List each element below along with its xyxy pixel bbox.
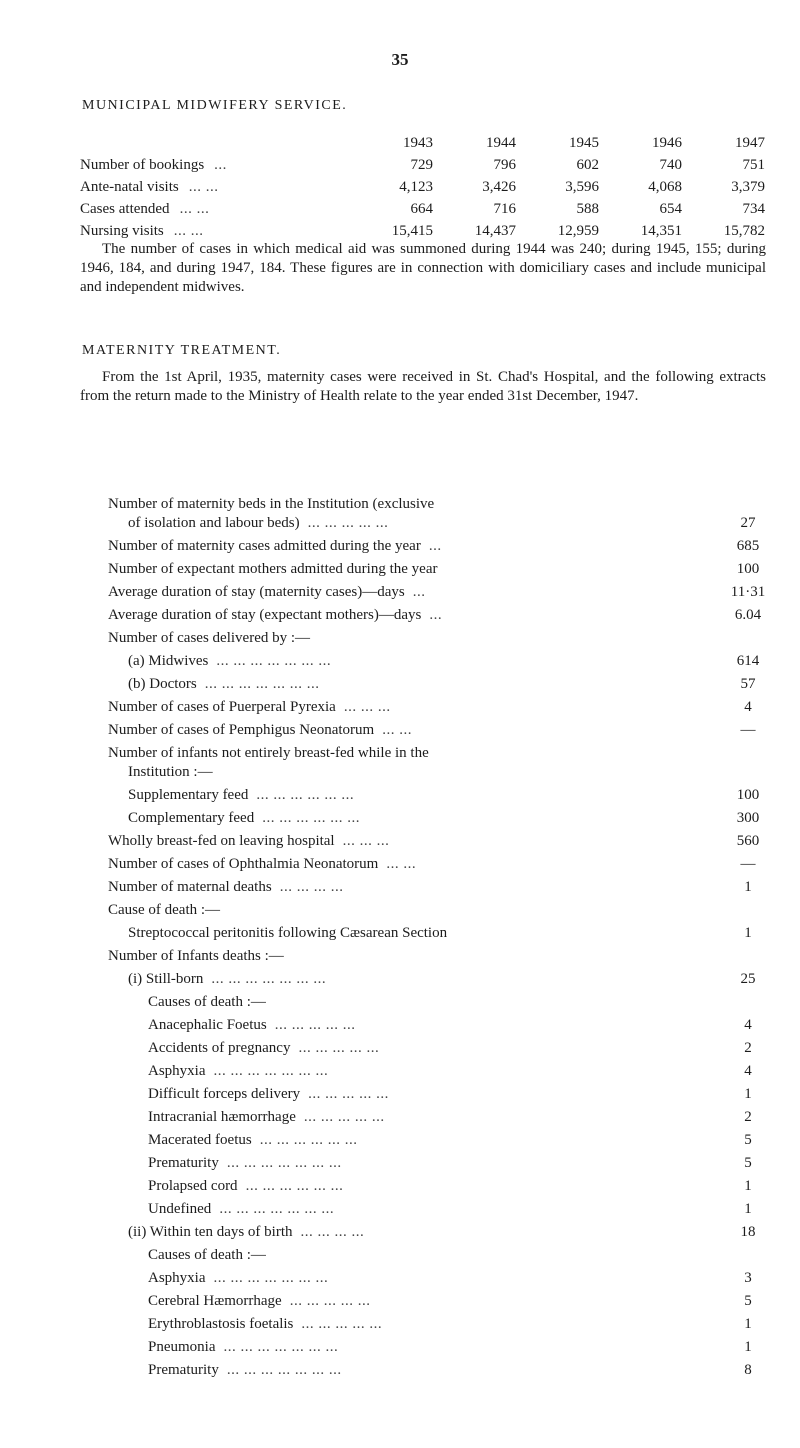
maternity-item-label: (b) Doctors	[128, 676, 197, 692]
maternity-heading: MATERNITY TREATMENT.	[82, 343, 282, 358]
maternity-item-value	[728, 763, 768, 782]
dot-leader: ... ... ... ... ... ...	[262, 810, 360, 826]
stats-row-label	[80, 154, 350, 176]
maternity-item-value: 2	[744, 1109, 752, 1125]
maternity-item-label: (ii) Within ten days of birth	[128, 1224, 293, 1240]
maternity-item-value: 5	[744, 1132, 752, 1148]
stats-value: 751	[742, 157, 765, 173]
stats-header-spacer	[80, 132, 350, 154]
stats-value: 15,415	[391, 223, 433, 239]
maternity-item-continuation-text: Institution :—	[128, 764, 213, 780]
maternity-item-text	[148, 993, 728, 1012]
dot-leader: ... ... ... ... ... ...	[259, 1132, 358, 1148]
stats-value: 796	[493, 157, 516, 173]
maternity-item-label: Complementary feed	[128, 810, 255, 826]
maternity-item-value: 27	[740, 515, 756, 531]
maternity-item-text	[108, 606, 728, 625]
stats-value: 588	[576, 201, 599, 217]
maternity-item-value: 1	[744, 1339, 752, 1355]
maternity-list-item	[108, 924, 768, 943]
dot-leader: ... ... ... ... ... ...	[256, 787, 355, 803]
stats-value: 734	[742, 201, 765, 217]
maternity-item-text	[108, 583, 728, 602]
year-header: 1945	[569, 135, 599, 151]
maternity-item-label: Accidents of pregnancy	[148, 1040, 291, 1056]
medical-aid-note	[80, 240, 766, 297]
maternity-item-label: Prematurity	[148, 1362, 219, 1378]
maternity-item-label: Pneumonia	[148, 1339, 216, 1355]
dot-leader: ... ... ... ...	[279, 879, 344, 895]
maternity-item-value: —	[740, 856, 756, 872]
maternity-list-item	[108, 832, 768, 851]
maternity-list-item	[108, 1269, 768, 1288]
maternity-list-item	[108, 947, 768, 966]
stats-value: 664	[410, 201, 433, 217]
year-header: 1946	[652, 135, 682, 151]
maternity-list-item	[108, 1039, 768, 1058]
dot-leader: ...	[412, 584, 426, 600]
maternity-item-text	[148, 1269, 728, 1288]
maternity-item-label: Causes of death :—	[148, 994, 266, 1010]
maternity-list-item	[108, 629, 768, 648]
maternity-item-value: 11·31	[730, 584, 766, 600]
stats-row-label-text: Nursing visits	[80, 223, 164, 239]
maternity-item-label: Causes of death :—	[148, 1247, 266, 1263]
maternity-list-item	[108, 1062, 768, 1081]
maternity-item-value: 1	[744, 879, 752, 895]
maternity-item-text	[108, 698, 728, 717]
midwifery-stats-table	[80, 132, 765, 242]
maternity-item-text	[108, 560, 728, 579]
maternity-list-item	[108, 698, 768, 717]
maternity-item-text	[128, 1223, 728, 1242]
maternity-item-text	[108, 947, 728, 966]
maternity-item-value: 6.04	[734, 607, 762, 623]
maternity-item-label: Prolapsed cord	[148, 1178, 238, 1194]
maternity-list-item	[108, 606, 768, 625]
dot-leader: ... ... ... ... ... ... ...	[213, 1270, 329, 1286]
maternity-item-text	[108, 901, 728, 920]
maternity-item-value: 1	[744, 925, 752, 941]
maternity-list-item	[108, 786, 768, 805]
year-header: 1944	[486, 135, 516, 151]
maternity-item-text	[148, 1292, 728, 1311]
maternity-item-label: Streptococcal peritonitis following Cæsarean Section	[128, 925, 448, 941]
maternity-item-value: 4	[744, 1017, 752, 1033]
maternity-item-label: Supplementary feed	[128, 787, 249, 803]
dot-leader: ... ... ... ... ...	[307, 515, 389, 531]
stats-row-label-text: Cases attended	[80, 201, 170, 217]
maternity-item-value: 100	[736, 787, 760, 803]
maternity-list-item	[108, 1108, 768, 1127]
dot-leader: ... ... ... ...	[300, 1224, 365, 1240]
stats-value: 14,437	[474, 223, 516, 239]
maternity-item-text	[148, 1154, 728, 1173]
maternity-list	[108, 495, 768, 1384]
dot-leader: ... ...	[188, 179, 219, 195]
maternity-list-item	[108, 675, 768, 694]
dot-leader: ... ... ... ... ... ...	[245, 1178, 344, 1194]
maternity-item-text	[148, 1200, 728, 1219]
maternity-item-text	[128, 652, 728, 671]
maternity-item-label: Number of Infants deaths :—	[108, 948, 284, 964]
stats-value: 14,351	[640, 223, 682, 239]
maternity-item-value: 1	[744, 1201, 752, 1217]
maternity-item-text	[148, 1246, 728, 1265]
maternity-item-text	[148, 1085, 728, 1104]
maternity-item-text	[148, 1016, 728, 1035]
stats-value: 716	[493, 201, 516, 217]
maternity-item-value	[728, 629, 768, 648]
maternity-item-label: Number of infants not entirely breast-fed while in the	[108, 745, 429, 761]
stats-header-row	[80, 132, 765, 154]
maternity-item-label: Average duration of stay (expectant mothers)—days	[108, 607, 422, 623]
maternity-item-label: Asphyxia	[148, 1063, 206, 1079]
maternity-item-value: 614	[736, 653, 760, 669]
maternity-item-value: 3	[744, 1270, 752, 1286]
dot-leader: ... ... ... ... ...	[298, 1040, 380, 1056]
dot-leader: ... ... ... ... ...	[301, 1316, 383, 1332]
maternity-item-text	[128, 970, 728, 989]
maternity-item-label: Number of cases of Puerperal Pyrexia	[108, 699, 336, 715]
maternity-item-text	[108, 721, 728, 740]
maternity-item-label: Difficult forceps delivery	[148, 1086, 301, 1102]
maternity-list-item	[108, 652, 768, 671]
stats-value: 3,426	[482, 179, 516, 195]
stats-value: 3,379	[731, 179, 765, 195]
maternity-item-continuation	[128, 763, 728, 782]
dot-leader: ... ...	[386, 856, 417, 872]
maternity-item-text	[128, 675, 728, 694]
dot-leader: ... ... ...	[343, 699, 391, 715]
dot-leader: ... ...	[173, 223, 204, 239]
stats-value: 15,782	[723, 223, 765, 239]
maternity-item-label: (a) Midwives	[128, 653, 209, 669]
maternity-item-label: Cause of death :—	[108, 902, 221, 918]
stats-row-label	[80, 198, 350, 220]
dot-leader: ... ... ... ... ... ... ...	[219, 1201, 335, 1217]
maternity-item-text	[148, 1131, 728, 1150]
maternity-item-text	[108, 495, 728, 514]
maternity-list-item	[108, 1154, 768, 1173]
maternity-item-value: 300	[736, 810, 760, 826]
dot-leader: ... ... ... ... ... ... ...	[216, 653, 332, 669]
maternity-item-label: Asphyxia	[148, 1270, 206, 1286]
maternity-item-text	[148, 1062, 728, 1081]
maternity-list-item	[108, 970, 768, 989]
dot-leader: ... ... ... ... ... ... ...	[213, 1063, 329, 1079]
maternity-list-item	[108, 560, 768, 579]
dot-leader: ... ... ... ... ... ... ...	[226, 1362, 342, 1378]
maternity-list-item	[108, 809, 768, 828]
dot-leader: ... ... ... ... ...	[289, 1293, 371, 1309]
maternity-item-label: Average duration of stay (maternity cases)—days	[108, 584, 405, 600]
maternity-item-label: Macerated foetus	[148, 1132, 252, 1148]
maternity-item-value: 1	[744, 1086, 752, 1102]
maternity-item-label: Number of maternal deaths	[108, 879, 272, 895]
stats-row-label	[80, 176, 350, 198]
maternity-list-item	[108, 993, 768, 1012]
dot-leader: ... ... ...	[342, 833, 390, 849]
maternity-item-text	[148, 1338, 728, 1357]
maternity-item-label: Cerebral Hæmorrhage	[148, 1293, 282, 1309]
stats-value: 602	[576, 157, 599, 173]
maternity-item-text	[108, 832, 728, 851]
maternity-list-item	[108, 901, 768, 920]
year-header: 1947	[735, 135, 765, 151]
dot-leader: ... ... ... ... ...	[308, 1086, 389, 1102]
maternity-list-item	[108, 1085, 768, 1104]
stats-value: 4,123	[399, 179, 433, 195]
maternity-item-label: Number of cases delivered by :—	[108, 630, 311, 646]
maternity-item-value: 5	[744, 1293, 752, 1309]
dot-leader: ... ... ... ... ... ... ...	[223, 1339, 339, 1355]
maternity-item-text	[128, 924, 728, 943]
medical-aid-note-text: The number of cases in which medical aid was summoned during 1944 was 240; during 1945, 155; during 1946, 184, and during 1947, 184. These figures are in connection with domiciliary cases and include municipal and independent midwives.	[80, 241, 766, 295]
maternity-list-item	[108, 1315, 768, 1334]
maternity-list-item	[108, 1016, 768, 1035]
maternity-item-text	[148, 1315, 728, 1334]
stats-row	[80, 220, 765, 242]
maternity-item-value: 685	[736, 538, 760, 554]
stats-value: 12,959	[557, 223, 599, 239]
maternity-list-item	[108, 1177, 768, 1196]
maternity-list-item	[108, 495, 768, 533]
maternity-item-value: 18	[740, 1224, 756, 1240]
maternity-item-text	[148, 1039, 728, 1058]
maternity-item-text	[108, 537, 728, 556]
stats-value: 654	[659, 201, 682, 217]
maternity-list-item	[108, 1223, 768, 1242]
year-header: 1943	[403, 135, 433, 151]
maternity-item-label: Wholly breast-fed on leaving hospital	[108, 833, 335, 849]
maternity-item-label: Number of cases of Ophthalmia Neonatorum	[108, 856, 379, 872]
stats-row-label	[80, 220, 350, 242]
maternity-item-value	[728, 993, 768, 1012]
maternity-list-item	[108, 537, 768, 556]
maternity-list-item	[108, 744, 768, 782]
maternity-item-label: Intracranial hæmorrhage	[148, 1109, 296, 1125]
maternity-intro-text: From the 1st April, 1935, maternity cases were received in St. Chad's Hospital, and the following extracts from the return made to the Ministry of Health relate to the year ended 31st December, 1947.	[80, 369, 766, 404]
maternity-list-item	[108, 1361, 768, 1380]
stats-row	[80, 198, 765, 220]
stats-value: 4,068	[648, 179, 682, 195]
maternity-item-label: Number of maternity beds in the Institution (exclusive	[108, 496, 435, 512]
maternity-item-label: Erythroblastosis foetalis	[148, 1316, 294, 1332]
maternity-item-label: Anacephalic Foetus	[148, 1017, 267, 1033]
maternity-item-value: 25	[740, 971, 756, 987]
maternity-item-value	[728, 947, 768, 966]
maternity-list-item	[108, 583, 768, 602]
maternity-item-continuation	[128, 514, 728, 533]
maternity-item-text	[148, 1177, 728, 1196]
dot-leader: ... ...	[382, 722, 412, 738]
maternity-item-text	[128, 786, 728, 805]
maternity-item-value: —	[740, 722, 756, 738]
maternity-list-item	[108, 1338, 768, 1357]
maternity-item-value: 100	[736, 561, 760, 577]
dot-leader: ... ...	[179, 201, 210, 217]
maternity-item-label: Prematurity	[148, 1155, 219, 1171]
maternity-item-label: (i) Still-born	[128, 971, 204, 987]
dot-leader: ...	[428, 538, 442, 554]
maternity-list-item	[108, 1131, 768, 1150]
maternity-item-text	[148, 1108, 728, 1127]
stats-row-label-text: Ante-natal visits	[80, 179, 179, 195]
maternity-list-item	[108, 721, 768, 740]
maternity-list-item	[108, 855, 768, 874]
stats-value: 3,596	[565, 179, 599, 195]
maternity-item-value: 8	[744, 1362, 752, 1378]
maternity-item-value	[728, 901, 768, 920]
maternity-list-item	[108, 878, 768, 897]
midwifery-heading: MUNICIPAL MIDWIFERY SERVICE.	[82, 98, 348, 113]
maternity-item-label: Undefined	[148, 1201, 212, 1217]
stats-row	[80, 176, 765, 198]
maternity-list-item	[108, 1246, 768, 1265]
stats-value: 740	[659, 157, 682, 173]
maternity-item-value: 2	[744, 1040, 752, 1056]
maternity-item-value: 4	[744, 699, 752, 715]
maternity-item-value: 1	[744, 1316, 752, 1332]
maternity-list-item	[108, 1292, 768, 1311]
maternity-list-item	[108, 1200, 768, 1219]
dot-leader: ... ... ... ... ... ... ...	[204, 676, 320, 692]
dot-leader: ... ... ... ... ... ... ...	[226, 1155, 342, 1171]
dot-leader: ... ... ... ... ...	[303, 1109, 385, 1125]
maternity-item-value	[728, 1246, 768, 1265]
maternity-intro	[80, 368, 766, 406]
maternity-item-continuation-text: of isolation and labour beds)	[128, 515, 300, 531]
dot-leader: ... ... ... ... ... ... ...	[211, 971, 327, 987]
stats-row	[80, 154, 765, 176]
dot-leader: ... ... ... ... ...	[274, 1017, 356, 1033]
maternity-item-value: 560	[736, 833, 760, 849]
maternity-item-text	[128, 809, 728, 828]
maternity-item-text	[108, 744, 728, 763]
maternity-item-value: 1	[744, 1178, 752, 1194]
maternity-item-text	[108, 878, 728, 897]
page-number: 35	[391, 50, 409, 69]
maternity-item-value: 5	[744, 1155, 752, 1171]
maternity-item-value: 57	[740, 676, 756, 692]
dot-leader: ...	[214, 157, 227, 173]
maternity-item-label: Number of maternity cases admitted during the year	[108, 538, 421, 554]
dot-leader: ...	[429, 607, 443, 623]
maternity-item-value: 4	[744, 1063, 752, 1079]
maternity-item-text	[108, 629, 728, 648]
stats-value: 729	[410, 157, 433, 173]
maternity-item-text	[108, 855, 728, 874]
maternity-item-label: Number of cases of Pemphigus Neonatorum	[108, 722, 375, 738]
maternity-item-text	[148, 1361, 728, 1380]
stats-row-label-text: Number of bookings	[80, 157, 205, 173]
maternity-item-label: Number of expectant mothers admitted during the year	[108, 561, 438, 577]
